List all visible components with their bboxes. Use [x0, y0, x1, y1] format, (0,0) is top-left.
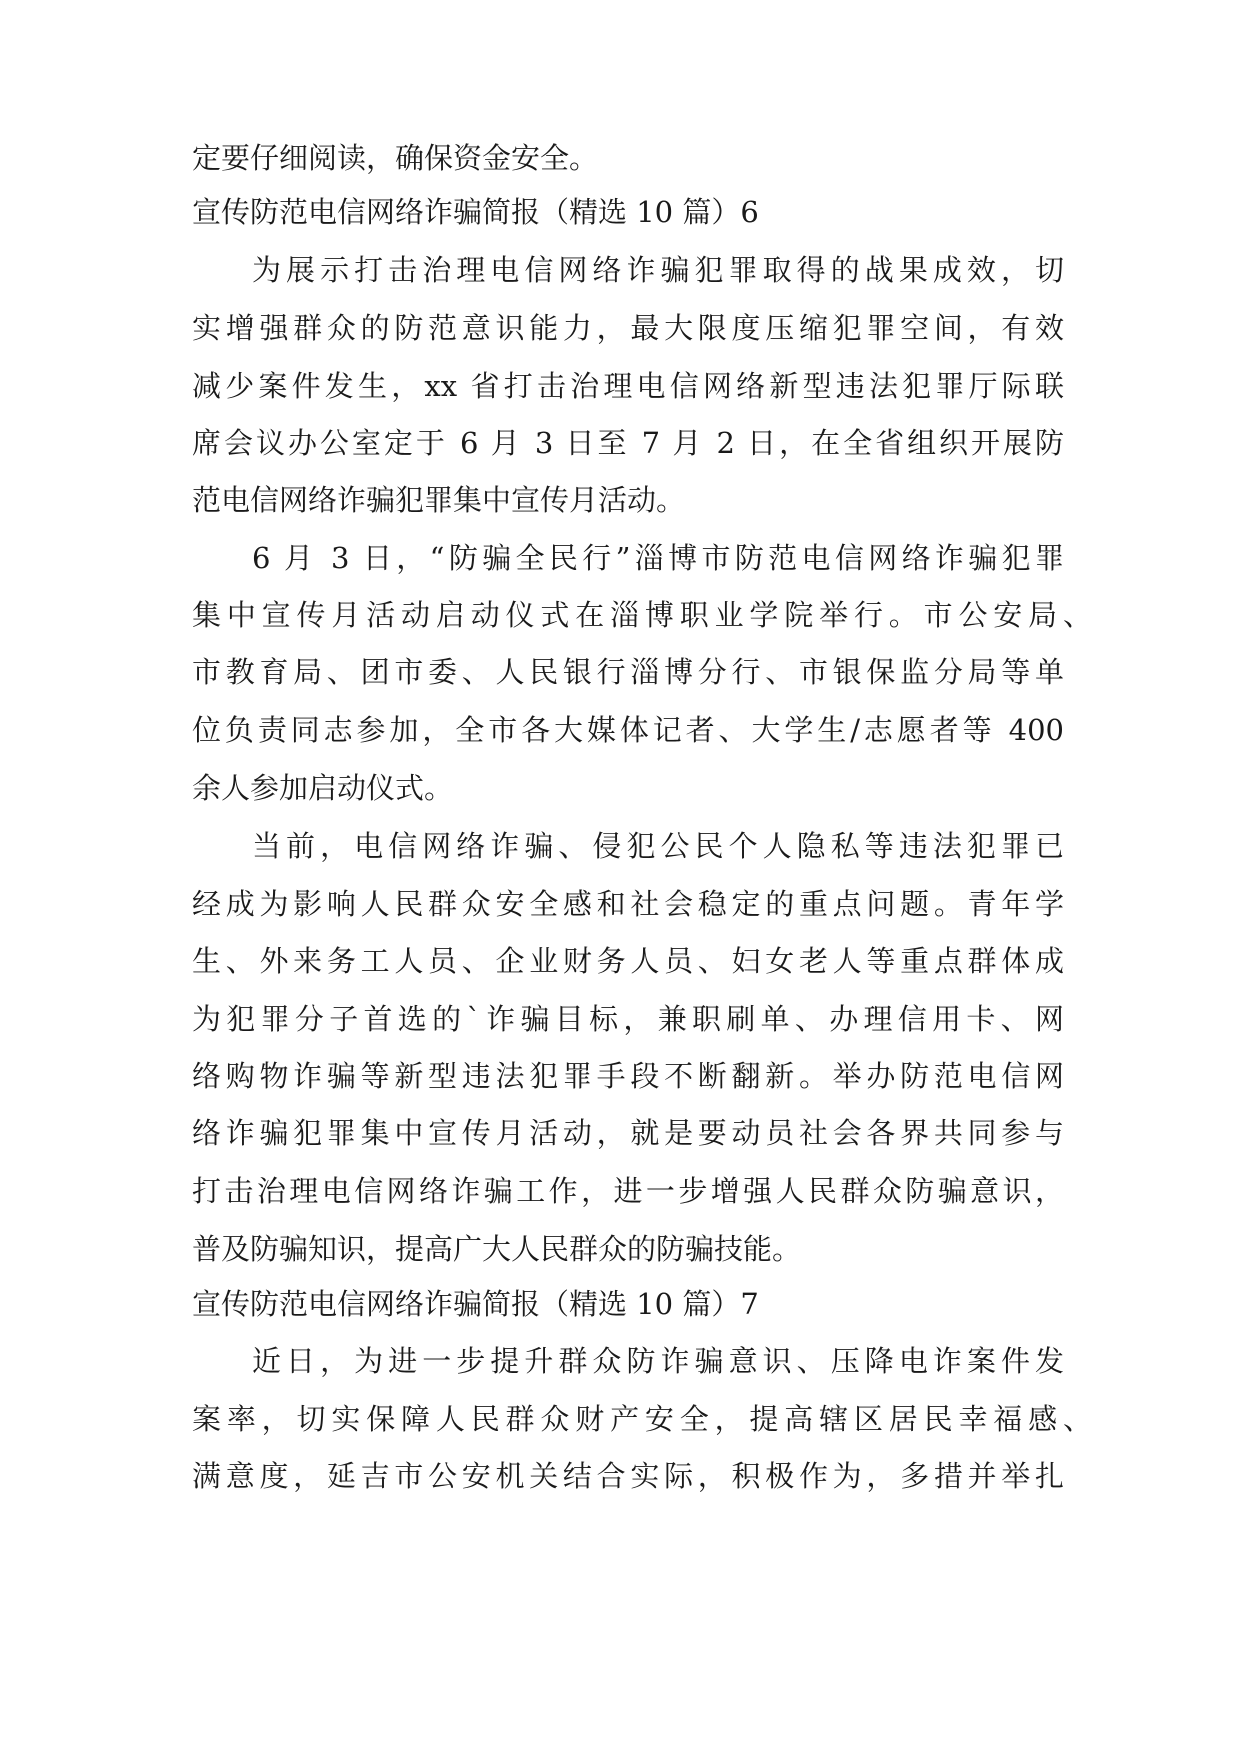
- text-line: 经成为影响人民群众安全感和社会稳定的重点问题。青年学: [192, 887, 1064, 921]
- text-line: 席会议办公室定于 6 月 3 日至 7 月 2 日，在全省组织开展防: [192, 426, 1064, 460]
- text-line: 余人参加启动仪式。: [192, 771, 454, 805]
- text-line: 普及防骗知识，提高广大人民群众的防骗技能。: [192, 1232, 802, 1266]
- text-line: 减少案件发生，xx 省打击治理电信网络新型违法犯罪厅际联: [192, 369, 1064, 403]
- text-line: 定要仔细阅读，确保资金安全。: [192, 141, 599, 175]
- text-line: 满意度，延吉市公安机关结合实际，积极作为，多措并举扎: [192, 1459, 1064, 1493]
- text-line: 集中宣传月活动启动仪式在淄博职业学院举行。市公安局、: [192, 598, 1092, 632]
- text-line: 生、外来务工人员、企业财务人员、妇女老人等重点群体成: [192, 944, 1064, 978]
- text-line: 络购物诈骗等新型违法犯罪手段不断翻新。举办防范电信网: [192, 1059, 1064, 1093]
- text-line: 为展示打击治理电信网络诈骗犯罪取得的战果成效，切: [252, 253, 1064, 287]
- text-line: 当前，电信网络诈骗、侵犯公民个人隐私等违法犯罪已: [252, 829, 1064, 863]
- text-line: 近日，为进一步提升群众防诈骗意识、压降电诈案件发: [252, 1344, 1064, 1378]
- text-line: 市教育局、团市委、人民银行淄博分行、市银保监分局等单: [192, 655, 1064, 689]
- text-line: 实增强群众的防范意识能力，最大限度压缩犯罪空间，有效: [192, 311, 1064, 345]
- text-line: 6 月 3 日，“防骗全民行”淄博市防范电信网络诈骗犯罪: [252, 541, 1064, 575]
- section-heading: 宣传防范电信网络诈骗简报（精选 10 篇）7: [192, 1287, 759, 1321]
- text-line: 案率，切实保障人民群众财产安全，提高辖区居民幸福感、: [192, 1402, 1092, 1436]
- section-heading: 宣传防范电信网络诈骗简报（精选 10 篇）6: [192, 195, 759, 229]
- text-line: 络诈骗犯罪集中宣传月活动，就是要动员社会各界共同参与: [192, 1116, 1064, 1150]
- text-line: 范电信网络诈骗犯罪集中宣传月活动。: [192, 483, 686, 517]
- text-line: 打击治理电信网络诈骗工作，进一步增强人民群众防骗意识，: [192, 1174, 1064, 1208]
- text-line: 为犯罪分子首选的`诈骗目标，兼职刷单、办理信用卡、网: [192, 1002, 1064, 1036]
- text-line: 位负责同志参加，全市各大媒体记者、大学生/志愿者等 400: [192, 713, 1064, 747]
